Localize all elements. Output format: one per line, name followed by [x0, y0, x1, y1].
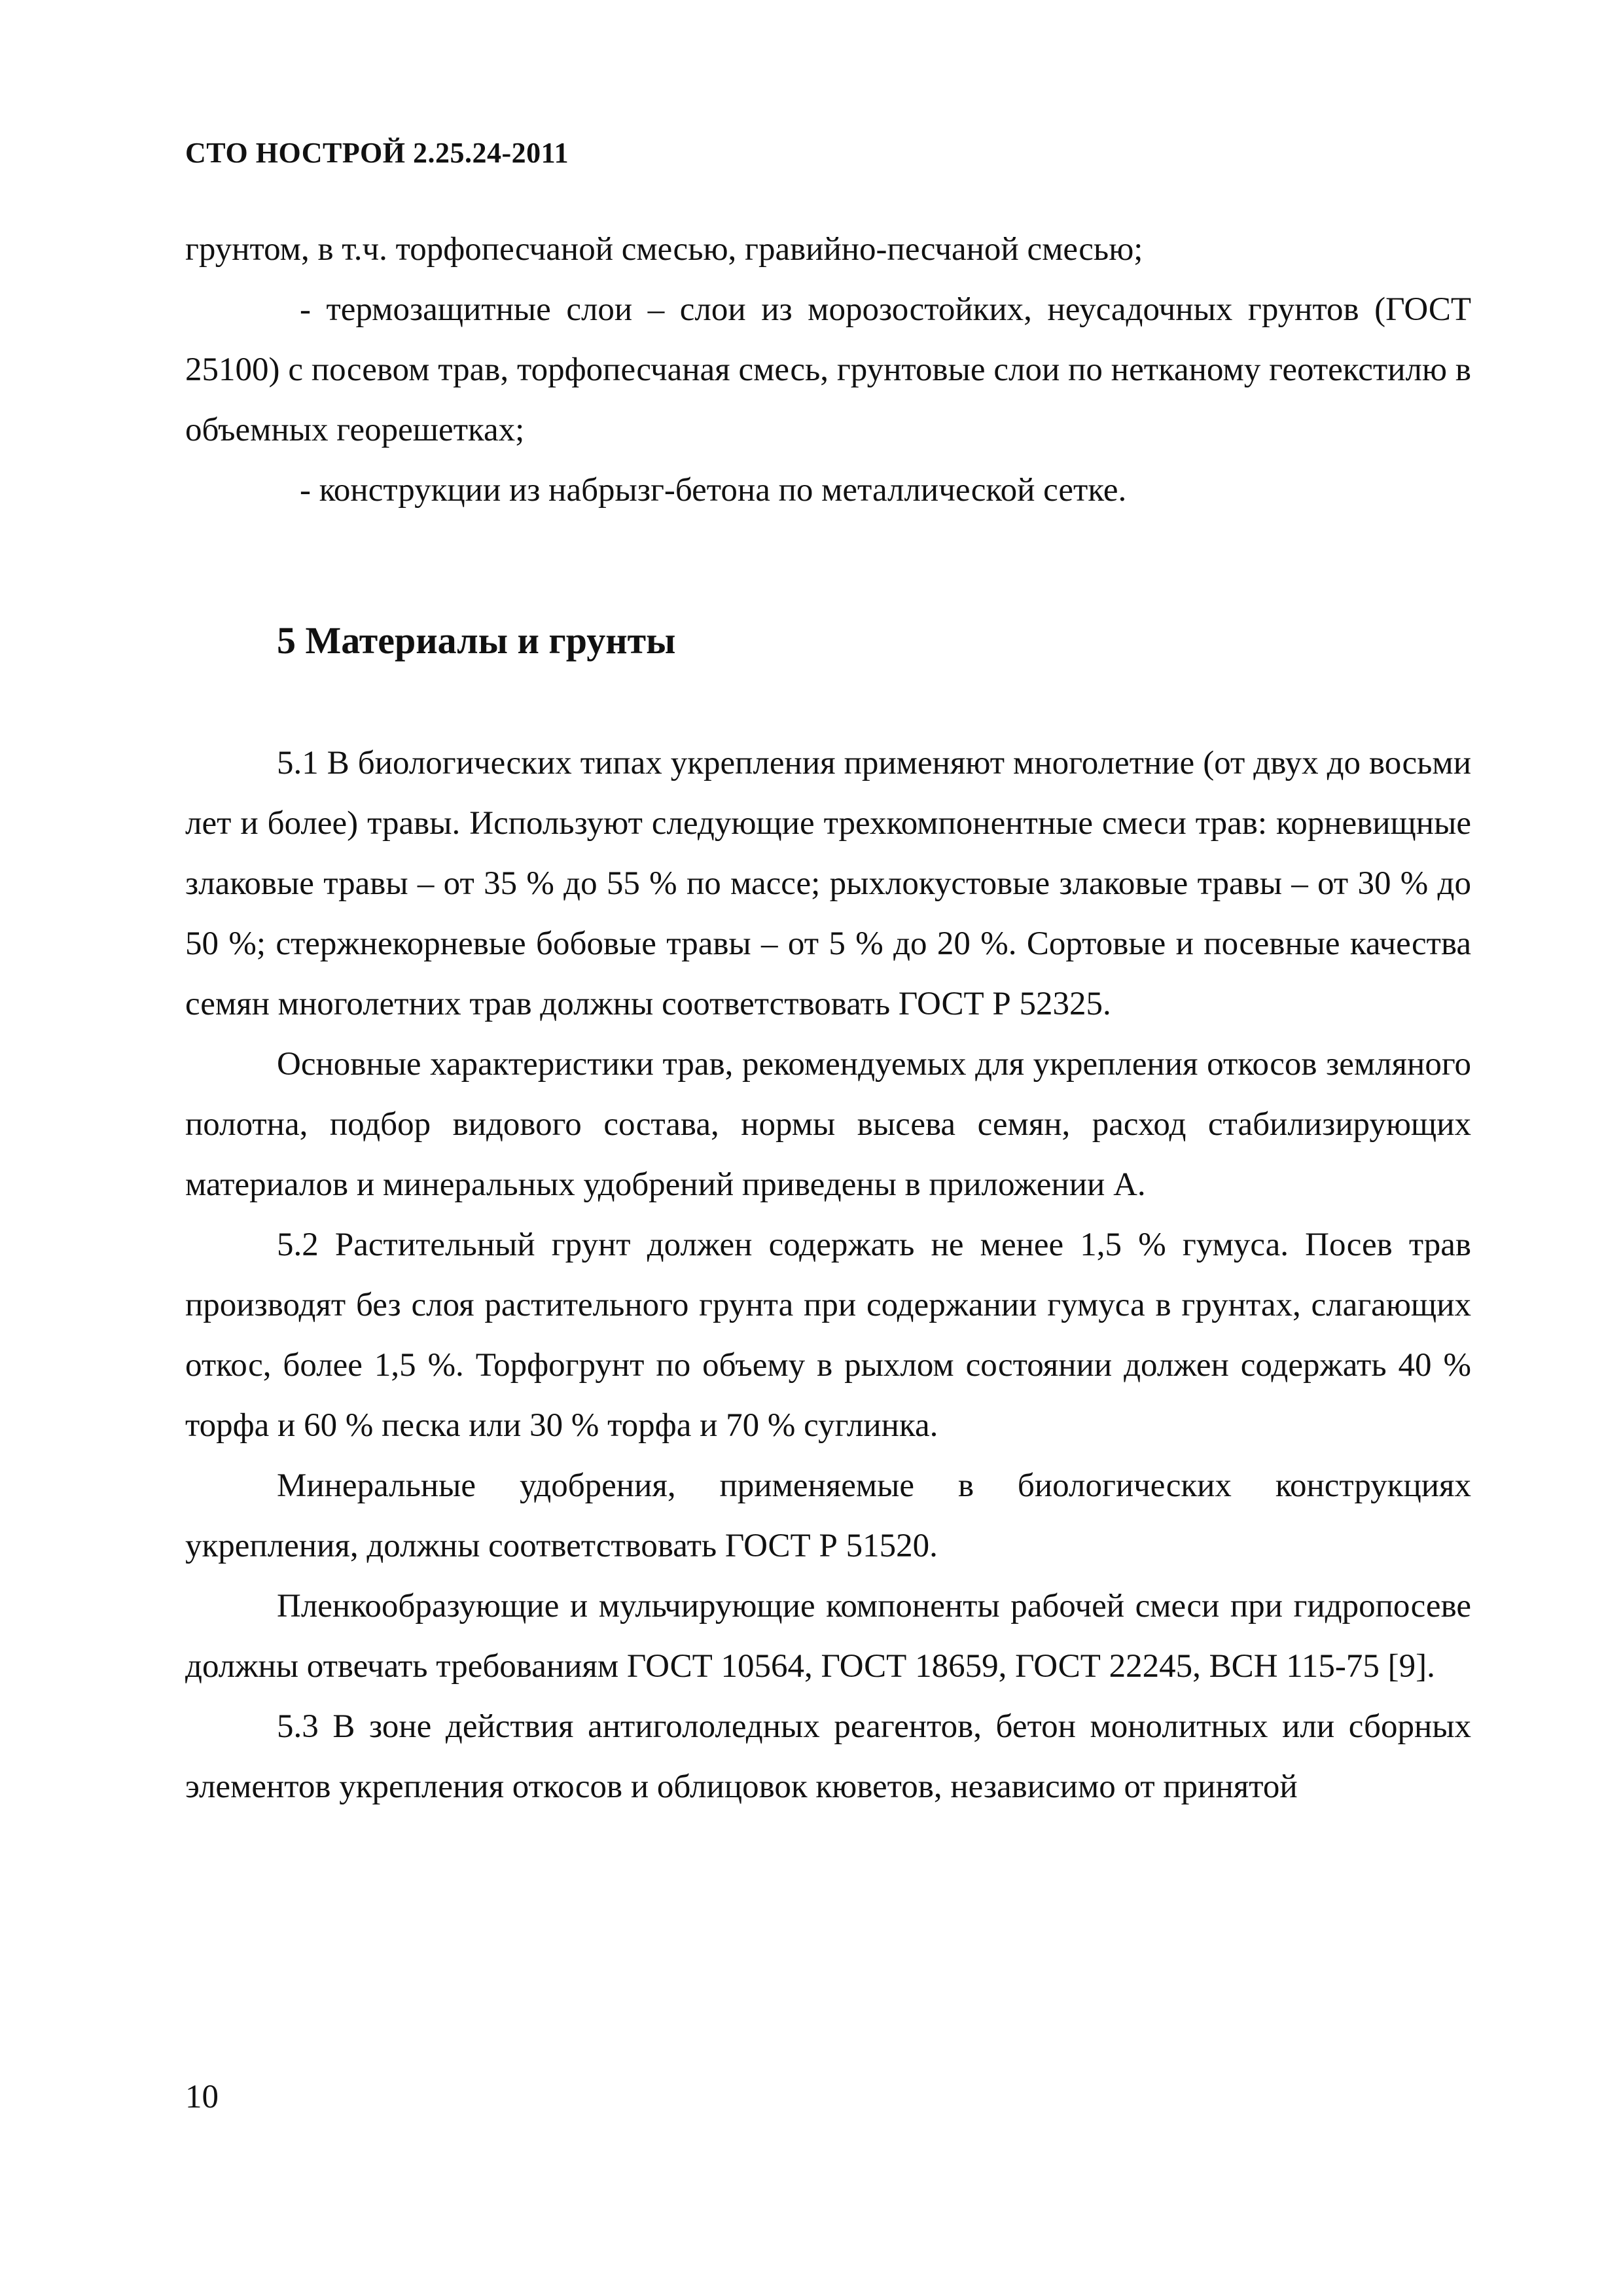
paragraph-5-3: 5.3 В зоне действия антигололедных реагентов, бетон монолитных или сборных элементов укрепления откосов и облицовок кюветов, независимо от принятой: [185, 1708, 1471, 1805]
top-text-block: [185, 219, 1471, 520]
section-heading: 5 Материалы и грунты: [277, 619, 676, 662]
paragraph-grass-characteristics: Основные характеристики трав, рекомендуемых для укрепления откосов земляного полотна, подбор видового состава, нормы высева семян, расход стабилизирующих материалов и минеральных удобрений приведены в приложении А.: [185, 1046, 1471, 1203]
list-item-shotcrete: - конструкции из набрызг-бетона по металлической сетке.: [300, 472, 1127, 509]
paragraph-5-2: 5.2 Растительный грунт должен содержать не менее 1,5 % гумуса. Посев трав производят без слоя растительного грунта при содержании гумуса в грунтах, слагающих откос, более 1,5 %. Торфогрунт по объему в рыхлом состоянии должен содержать 40 % торфа и 60 % песка или 30 % торфа и 70 % суглинка.: [185, 1227, 1471, 1444]
document-header: СТО НОСТРОЙ 2.25.24-2011: [185, 137, 569, 169]
main-text-block: [185, 733, 1471, 1817]
paragraph-film-forming-components: Пленкообразующие и мульчирующие компоненты рабочей смеси при гидропосеве должны отвечать требованиям ГОСТ 10564, ГОСТ 18659, ГОСТ 22245, ВСН 115-75 [9].: [185, 1588, 1471, 1685]
paragraph-mineral-fertilizers: Минеральные удобрения, применяемые в биологических конструкциях укрепления, должны соответствовать ГОСТ Р 51520.: [185, 1467, 1471, 1564]
list-item-thermal-layers: - термозащитные слои – слои из морозостойких, неусадочных грунтов (ГОСТ 25100) с посевом трав, торфопесчаная смесь, грунтовые слои по нетканому геотекстилю в объемных георешетках;: [185, 291, 1471, 448]
paragraph-continuation: грунтом, в т.ч. торфопесчаной смесью, гравийно-песчаной смесью;: [185, 231, 1143, 268]
page-number: 10: [185, 2079, 219, 2115]
paragraph-5-1: 5.1 В биологических типах укрепления применяют многолетние (от двух до восьми лет и более) травы. Используют следующие трехкомпонентные смеси трав: корневищные злаковые травы – от 35 % до 55 % по массе; рыхлокустовые злаковые травы – от 30 % до 50 %; стержнекорневые бобовые травы – от 5 % до 20 %. Сортовые и посевные качества семян многолетних трав должны соответствовать ГОСТ Р 52325.: [185, 745, 1471, 1022]
